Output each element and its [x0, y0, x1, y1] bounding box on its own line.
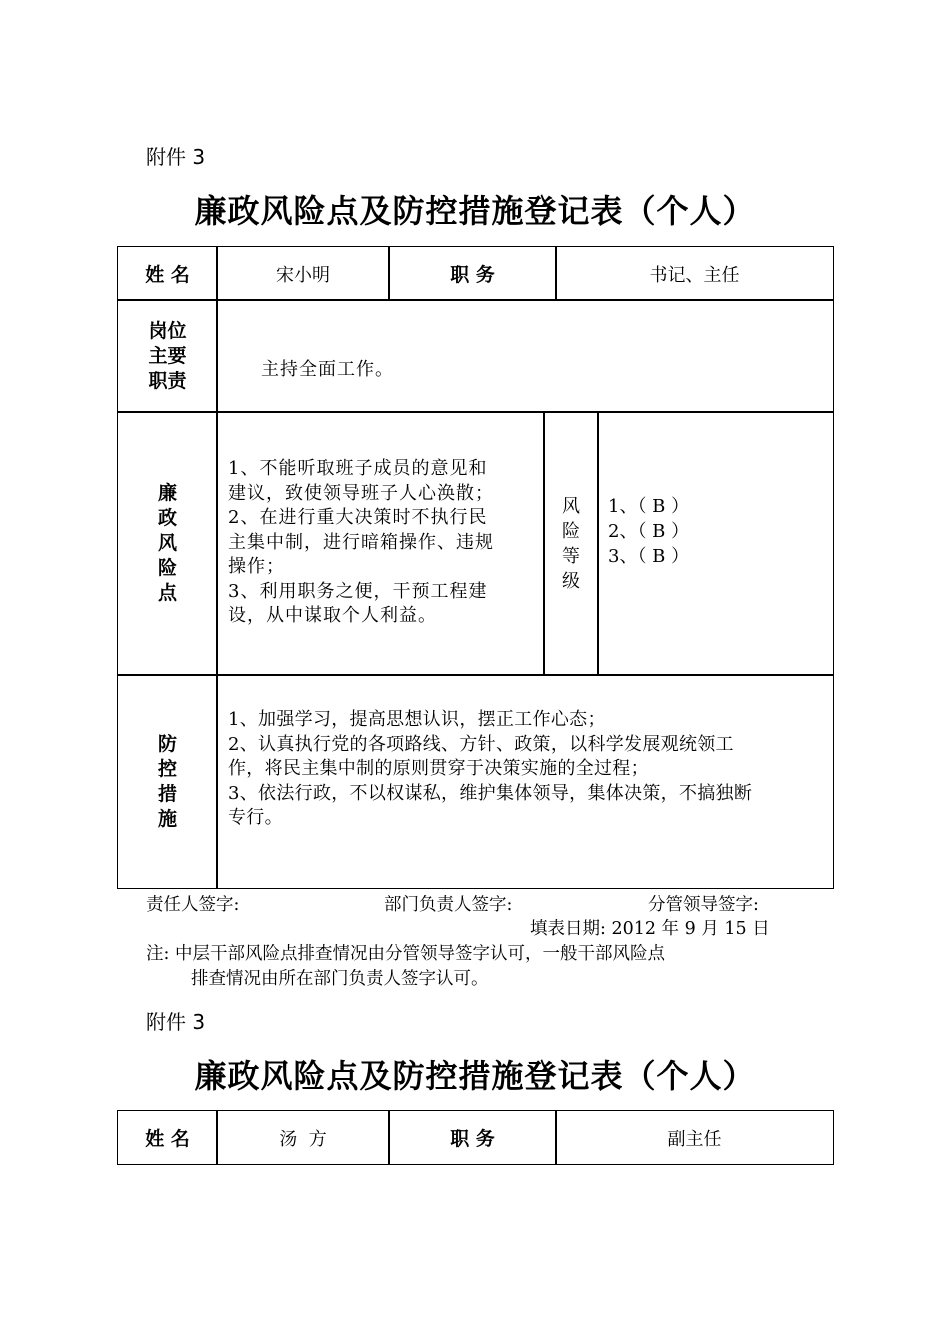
- note-line: 排查情况由所在部门负责人签字认可。: [191, 969, 489, 989]
- note-line: 注: 中层干部风险点排查情况由分管领导签字认可，一般干部风险点: [146, 944, 665, 964]
- risk-points-text: [228, 457, 494, 629]
- risk-line: 建议，致使领导班子人心涣散；: [228, 482, 494, 504]
- fill-date: 填表日期: 2012 年 9 月 15 日: [530, 919, 770, 939]
- risk-line: 操作；: [228, 556, 285, 577]
- risk-level-item: 1、（ B ）: [608, 496, 690, 517]
- measure-line: 作，将民主集中制的原则贯穿于决策实施的全过程；: [228, 758, 649, 779]
- risk-label-char: 点: [157, 582, 177, 604]
- sign-responsible: 责任人签字:: [146, 895, 240, 915]
- risk-line: 设，从中谋取个人利益。: [228, 605, 437, 626]
- position-value: 书记、主任: [555, 246, 834, 301]
- form-title: 廉政风险点及防控措施登记表（个人）: [194, 192, 756, 230]
- measure-label-char: 防: [157, 732, 177, 755]
- measures-text: [228, 708, 752, 831]
- risk-level-item: 3、（ B ）: [608, 546, 690, 567]
- risk-level-label-char: 风: [562, 495, 580, 517]
- risk-line: 2、在进行重大决策时不执行民: [228, 507, 488, 528]
- position-label: 职 务: [388, 1110, 557, 1165]
- duty-label-line: 岗位: [148, 319, 187, 342]
- risk-label-char: 风: [157, 532, 177, 554]
- measure-label-char: 施: [157, 807, 177, 830]
- measures-cell: [216, 674, 834, 889]
- measure-line: 1、加强学习，提高思想认识，摆正工作心态；: [228, 709, 606, 730]
- measure-line: 专行。: [228, 807, 283, 828]
- attachment-label: 附件 3: [146, 1010, 206, 1034]
- attachment-label: 附件 3: [146, 145, 206, 169]
- sign-leader: 分管领导签字:: [648, 895, 759, 915]
- risk-label-char: 险: [157, 557, 177, 579]
- duty-label-line: 职责: [148, 369, 187, 392]
- risk-label: [117, 411, 218, 676]
- position-label: 职 务: [388, 246, 557, 301]
- risk-line: 主集中制，进行暗箱操作、违规: [228, 531, 494, 553]
- risk-level-label-char: 级: [562, 570, 580, 592]
- measure-line: 2、认真执行党的各项路线、方针、政策，以科学发展观统领工: [228, 733, 734, 755]
- risk-level-label-char: 险: [562, 520, 580, 542]
- form-title: 廉政风险点及防控措施登记表（个人）: [194, 1057, 756, 1095]
- measure-label-char: 控: [157, 757, 177, 780]
- duty-label-line: 主要: [148, 344, 187, 367]
- measure-label-char: 措: [157, 782, 177, 805]
- sign-dept: 部门负责人签字:: [384, 895, 513, 915]
- duty-value: 主持全面工作。: [261, 359, 394, 380]
- risk-level-label-char: 等: [562, 545, 580, 567]
- measure-line: 3、依法行政，不以权谋私，维护集体领导，集体决策，不搞独断: [228, 782, 753, 804]
- risk-label-char: 廉: [157, 482, 177, 504]
- risk-level-item: 2、（ B ）: [608, 521, 690, 542]
- risk-line: 3、利用职务之便，干预工程建: [228, 580, 488, 602]
- position-value: 副主任: [555, 1110, 834, 1165]
- duty-label: [117, 299, 218, 413]
- risk-levels: [608, 494, 689, 569]
- duty-cell: [216, 299, 834, 413]
- risk-level-label: [543, 411, 599, 676]
- risk-level-cell: [597, 411, 834, 676]
- name-value: 汤 方: [216, 1110, 390, 1165]
- measure-label: [117, 674, 218, 889]
- name-value: 宋小明: [216, 246, 390, 301]
- risk-label-char: 政: [157, 507, 177, 529]
- risk-points-cell: [216, 411, 545, 676]
- name-label: 姓 名: [117, 1110, 218, 1165]
- risk-line: 1、不能听取班子成员的意见和: [228, 458, 488, 479]
- name-label: 姓 名: [117, 246, 218, 301]
